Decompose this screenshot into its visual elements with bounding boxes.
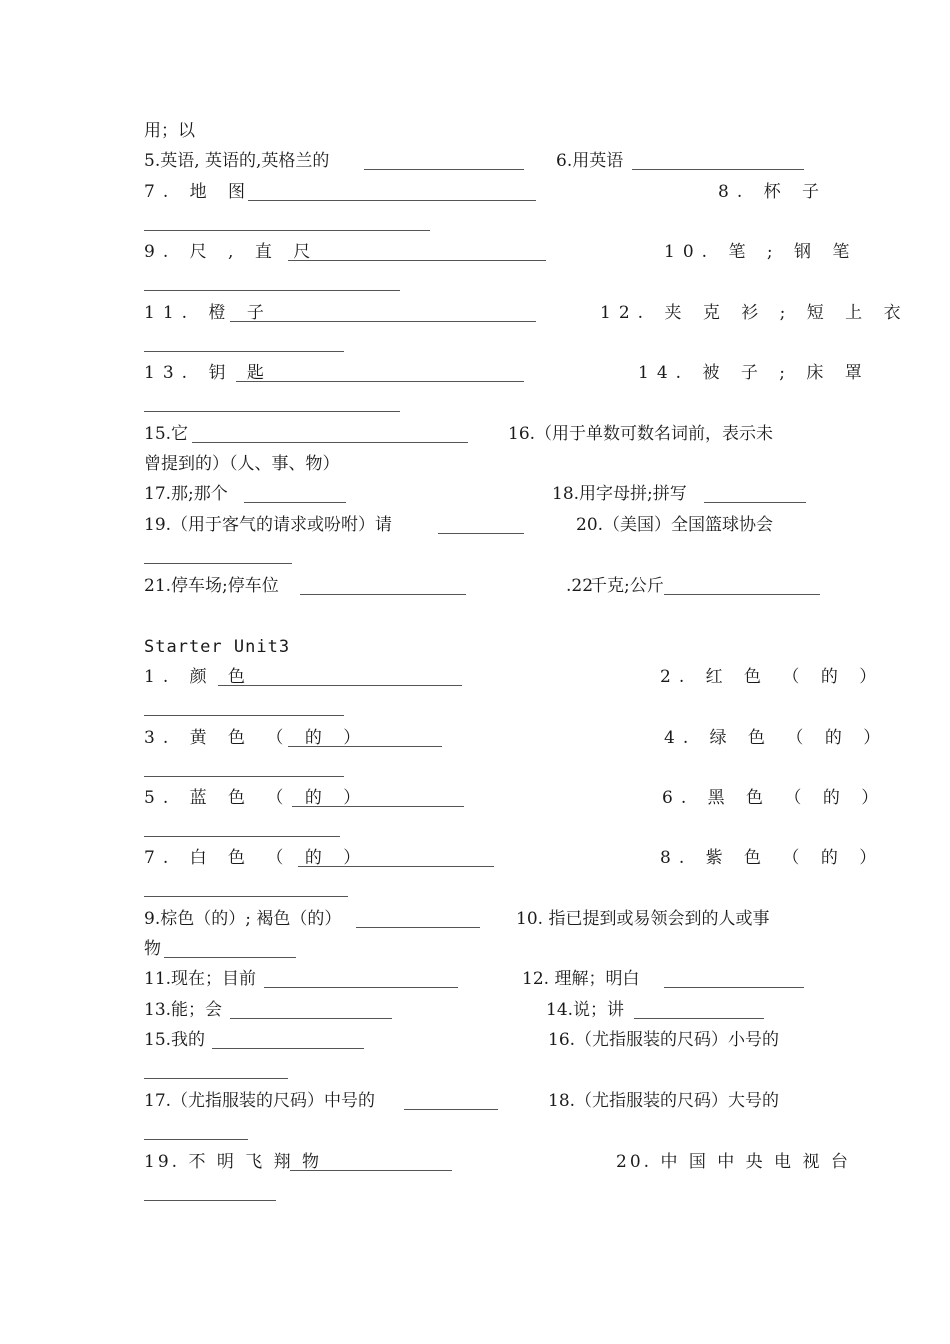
item-20-prompt: 20.（美国）全国篮球协会 — [576, 515, 774, 535]
answer-blank[interactable] — [192, 442, 468, 443]
item-22-number: .22 — [566, 576, 594, 596]
answer-blank[interactable] — [144, 715, 344, 716]
item-5-prompt: 5.英语, 英语的,英格兰的 — [144, 151, 330, 171]
answer-blank[interactable] — [300, 594, 466, 595]
item-15-prompt: 15.我的 — [144, 1030, 206, 1050]
item-6-prompt: 6. 黑 色 （ 的 ） — [662, 788, 887, 808]
answer-blank[interactable] — [144, 836, 340, 837]
answer-blank[interactable] — [664, 594, 820, 595]
item-19-prompt: 19. 不 明 飞 翔 物 — [144, 1152, 323, 1172]
item-8-prompt: 8. 紫 色 （ 的 ） — [660, 848, 885, 868]
answer-blank[interactable] — [244, 502, 346, 503]
answer-blank[interactable] — [212, 1048, 364, 1049]
item-13-prompt: 13.能；会 — [144, 1000, 223, 1020]
answer-blank[interactable] — [144, 776, 344, 777]
section-heading: Starter Unit3 — [144, 637, 291, 657]
item-2-prompt: 2. 红 色 （ 的 ） — [660, 667, 885, 687]
item-10-prompt: 10. 笔 ; 钢 笔 — [664, 242, 858, 262]
answer-blank[interactable] — [288, 260, 546, 261]
answer-blank[interactable] — [230, 1018, 392, 1019]
item-9-prompt: 9.棕色（的）; 褐色（的） — [144, 909, 342, 929]
answer-blank[interactable] — [664, 987, 804, 988]
answer-blank[interactable] — [144, 290, 400, 291]
item-19-prompt: 19.（用于客气的请求或吩咐）请 — [144, 515, 393, 535]
answer-blank[interactable] — [144, 563, 292, 564]
item-5-prompt: 5. 蓝 色 （ 的 ） — [144, 788, 369, 808]
answer-blank[interactable] — [218, 685, 462, 686]
item-14-prompt: 14. 被 子 ; 床 罩 — [638, 363, 870, 383]
item-12-prompt: 12. 理解；明白 — [522, 969, 640, 989]
item-20-prompt: 20. 中 国 中 央 电 视 台 — [616, 1152, 851, 1172]
answer-blank[interactable] — [144, 351, 344, 352]
item-14-prompt: 14.说；讲 — [546, 1000, 625, 1020]
item-21-prompt: 21.停车场;停车位 — [144, 576, 279, 596]
answer-blank[interactable] — [634, 1018, 764, 1019]
item-7-prompt: 7. 地 图 — [144, 182, 254, 202]
answer-blank[interactable] — [288, 746, 442, 747]
item-11-prompt: 11. 橙 子 — [144, 303, 272, 323]
item-1-prompt: 1. 颜 色 — [144, 667, 254, 687]
answer-blank[interactable] — [248, 200, 536, 201]
answer-blank[interactable] — [164, 957, 296, 958]
item-8-prompt: 8. 杯 子 — [718, 182, 828, 202]
answer-blank[interactable] — [144, 1200, 276, 1201]
answer-blank[interactable] — [292, 806, 464, 807]
item-4-prompt: 4. 绿 色 （ 的 ） — [664, 728, 889, 748]
item-15-prompt: 15.它 — [144, 424, 189, 444]
item-3-prompt: 3. 黄 色 （ 的 ） — [144, 728, 369, 748]
item-18-prompt: 18.（尤指服装的尺码）大号的 — [548, 1091, 780, 1111]
item-11-prompt: 11.现在；目前 — [144, 969, 257, 989]
answer-blank[interactable] — [438, 533, 524, 534]
answer-blank[interactable] — [632, 169, 804, 170]
answer-blank[interactable] — [144, 1139, 248, 1140]
answer-blank[interactable] — [356, 927, 480, 928]
answer-blank[interactable] — [236, 381, 524, 382]
item-17-prompt: 17.（尤指服装的尺码）中号的 — [144, 1091, 376, 1111]
answer-blank[interactable] — [264, 987, 458, 988]
item-9-prompt: 9. 尺 , 直 尺 — [144, 242, 319, 262]
item-10-prompt: 10. 指已提到或易领会到的人或事 — [516, 909, 770, 929]
item-13-prompt: 13. 钥 匙 — [144, 363, 272, 383]
item-16-prompt: 16.（用于单数可数名词前，表示未 — [508, 424, 774, 444]
answer-blank[interactable] — [290, 1170, 452, 1171]
answer-blank[interactable] — [144, 230, 430, 231]
answer-blank[interactable] — [144, 896, 348, 897]
answer-blank[interactable] — [704, 502, 806, 503]
item-22-prompt: 千克;公斤 — [590, 576, 664, 596]
answer-blank[interactable] — [144, 411, 400, 412]
item-7-prompt: 7. 白 色 （ 的 ） — [144, 848, 369, 868]
answer-blank[interactable] — [404, 1109, 498, 1110]
item-10-prompt-continued: 物 — [144, 939, 161, 959]
item-6-prompt: 6.用英语 — [556, 151, 624, 171]
item-18-prompt: 18.用字母拼;拼写 — [552, 484, 687, 504]
text-line: 用；以 — [144, 121, 195, 141]
item-16-prompt-continued: 曾提到的）（人、事、物） — [144, 454, 340, 474]
item-16-prompt: 16.（尤指服装的尺码）小号的 — [548, 1030, 780, 1050]
answer-blank[interactable] — [144, 1078, 288, 1079]
item-12-prompt: 12. 夹 克 衫 ; 短 上 衣 — [600, 303, 909, 323]
item-17-prompt: 17.那;那个 — [144, 484, 228, 504]
answer-blank[interactable] — [364, 169, 524, 170]
answer-blank[interactable] — [298, 866, 494, 867]
answer-blank[interactable] — [230, 321, 536, 322]
